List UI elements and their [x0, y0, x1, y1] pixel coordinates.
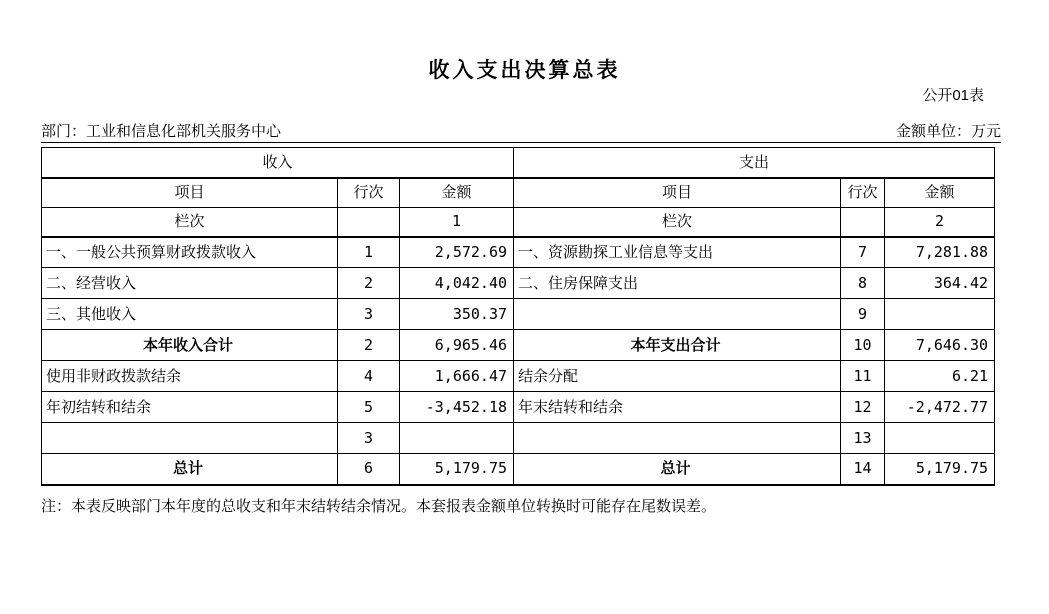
column-header-row	[42, 178, 995, 208]
department-label: 部门：工业和信息化部机关服务中心	[41, 123, 282, 140]
income-rowno-cell: 2	[338, 330, 400, 361]
income-index-value: 1	[400, 208, 514, 237]
expense-amount-header: 金额	[885, 178, 995, 208]
income-rowno-cell: 3	[338, 299, 400, 330]
expense-item-cell: 结余分配	[514, 361, 841, 392]
income-item-cell: 一、一般公共预算财政拨款收入	[42, 237, 338, 268]
meta-row	[41, 121, 1001, 143]
footnote: 注：本表反映部门本年度的总收支和年末结转结余情况。本套报表金额单位转换时可能存在尾数误差。	[41, 498, 717, 515]
income-item-cell: 本年收入合计	[42, 330, 338, 361]
income-item-header: 项目	[42, 178, 338, 208]
income-amount-cell	[400, 423, 514, 454]
income-amount-cell: 2,572.69	[400, 237, 514, 268]
expense-index-label: 栏次	[514, 208, 841, 237]
expense-rowno-cell: 8	[841, 268, 885, 299]
income-amount-cell: 6,965.46	[400, 330, 514, 361]
income-rowno-cell: 2	[338, 268, 400, 299]
table-row	[42, 454, 995, 485]
table-row	[42, 330, 995, 361]
income-index-empty	[338, 208, 400, 237]
expense-amount-cell: 364.42	[885, 268, 995, 299]
page-title: 收入支出决算总表	[428, 59, 621, 82]
table-row	[42, 237, 995, 268]
income-item-cell: 三、其他收入	[42, 299, 338, 330]
income-item-cell: 总计	[42, 454, 338, 485]
income-rowno-header: 行次	[338, 178, 400, 208]
expense-rowno-cell: 10	[841, 330, 885, 361]
expense-amount-cell: 5,179.75	[885, 454, 995, 485]
income-amount-cell: 4,042.40	[400, 268, 514, 299]
expense-rowno-cell: 13	[841, 423, 885, 454]
table-container	[41, 147, 995, 486]
expense-index-value: 2	[885, 208, 995, 237]
expense-amount-cell	[885, 423, 995, 454]
expense-amount-cell: 6.21	[885, 361, 995, 392]
expense-rowno-cell: 9	[841, 299, 885, 330]
income-rowno-cell: 3	[338, 423, 400, 454]
income-amount-cell: -3,452.18	[400, 392, 514, 423]
expense-item-cell: 一、资源勘探工业信息等支出	[514, 237, 841, 268]
income-rowno-cell: 6	[338, 454, 400, 485]
expense-amount-cell: 7,646.30	[885, 330, 995, 361]
income-amount-header: 金额	[400, 178, 514, 208]
expense-rowno-header: 行次	[841, 178, 885, 208]
expense-rowno-cell: 11	[841, 361, 885, 392]
table-body	[42, 237, 995, 485]
table-row	[42, 299, 995, 330]
expense-item-cell: 本年支出合计	[514, 330, 841, 361]
income-item-cell: 年初结转和结余	[42, 392, 338, 423]
expense-item-header: 项目	[514, 178, 841, 208]
column-index-row	[42, 208, 995, 237]
section-header-row	[42, 148, 995, 178]
expense-index-empty	[841, 208, 885, 237]
table-row	[42, 361, 995, 392]
income-section-header: 收入	[42, 148, 514, 178]
table-row	[42, 423, 995, 454]
table-row	[42, 392, 995, 423]
unit-label: 金额单位：万元	[895, 123, 1001, 140]
table-row	[42, 268, 995, 299]
income-rowno-cell: 1	[338, 237, 400, 268]
income-amount-cell: 5,179.75	[400, 454, 514, 485]
expense-item-cell	[514, 423, 841, 454]
income-item-cell: 二、经营收入	[42, 268, 338, 299]
expense-item-cell: 总计	[514, 454, 841, 485]
income-rowno-cell: 4	[338, 361, 400, 392]
expense-amount-cell	[885, 299, 995, 330]
expense-rowno-cell: 14	[841, 454, 885, 485]
income-item-cell	[42, 423, 338, 454]
income-amount-cell: 350.37	[400, 299, 514, 330]
income-amount-cell: 1,666.47	[400, 361, 514, 392]
income-expense-summary-table	[41, 147, 995, 486]
income-rowno-cell: 5	[338, 392, 400, 423]
expense-amount-cell: -2,472.77	[885, 392, 995, 423]
expense-rowno-cell: 7	[841, 237, 885, 268]
expense-item-cell: 年末结转和结余	[514, 392, 841, 423]
expense-item-cell	[514, 299, 841, 330]
table-code-label: 公开01表	[922, 87, 984, 104]
expense-rowno-cell: 12	[841, 392, 885, 423]
income-index-label: 栏次	[42, 208, 338, 237]
expense-item-cell: 二、住房保障支出	[514, 268, 841, 299]
expense-section-header: 支出	[514, 148, 995, 178]
expense-amount-cell: 7,281.88	[885, 237, 995, 268]
income-item-cell: 使用非财政拨款结余	[42, 361, 338, 392]
